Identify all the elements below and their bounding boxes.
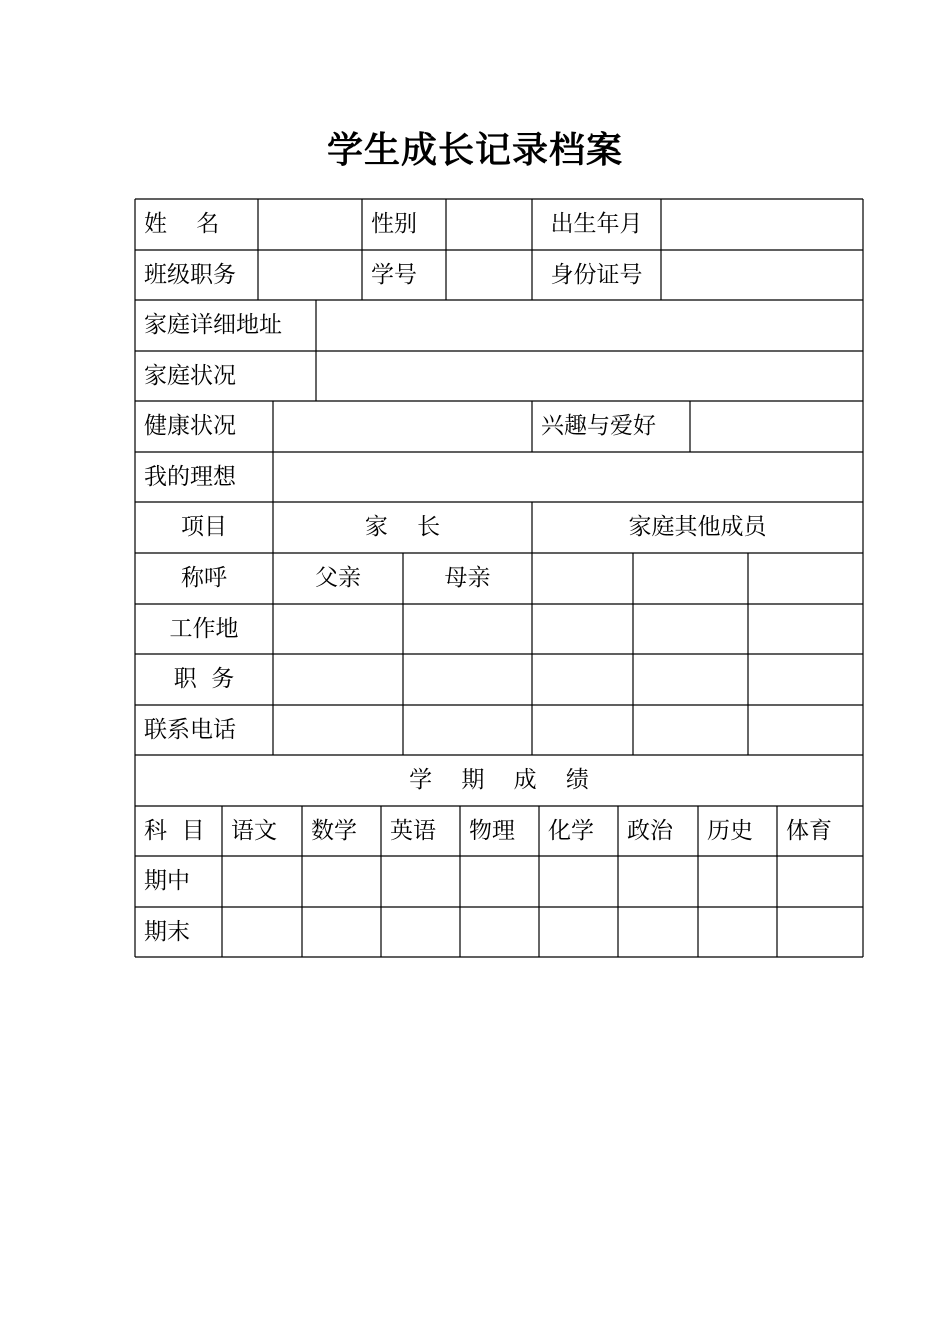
class-role-field[interactable]	[258, 250, 362, 300]
mother-workplace-field[interactable]	[403, 604, 532, 654]
position-label: 职 务	[173, 666, 235, 692]
member-relation-field[interactable]	[748, 553, 863, 604]
member-position-field[interactable]	[748, 654, 863, 705]
member-position-field[interactable]	[633, 654, 748, 705]
midterm-score-field[interactable]	[381, 856, 460, 907]
member-relation-field[interactable]	[532, 553, 633, 604]
member-relation-field[interactable]	[633, 553, 748, 604]
subject-english: 英语	[390, 817, 436, 844]
member-phone-field[interactable]	[748, 705, 863, 755]
ideal-field[interactable]	[273, 452, 863, 502]
subject-history: 历史	[707, 817, 753, 844]
mother-position-field[interactable]	[403, 654, 532, 705]
family-status-field[interactable]	[316, 351, 863, 401]
mother-label: 母亲	[444, 565, 491, 591]
family-status-label: 家庭状况	[144, 362, 236, 389]
name-label: 姓 名	[144, 211, 220, 237]
final-score-field[interactable]	[698, 907, 777, 957]
hobby-label: 兴趣与爱好	[541, 413, 656, 439]
final-score-field[interactable]	[302, 907, 381, 957]
gender-label: 性别	[371, 211, 417, 237]
father-phone-field[interactable]	[273, 705, 403, 755]
hobby-field[interactable]	[690, 401, 863, 452]
address-field[interactable]	[316, 300, 863, 351]
member-phone-field[interactable]	[633, 705, 748, 755]
final-score-field[interactable]	[539, 907, 618, 957]
name-field[interactable]	[258, 199, 362, 250]
final-score-field[interactable]	[618, 907, 698, 957]
member-phone-field[interactable]	[532, 705, 633, 755]
relation-label: 称呼	[181, 565, 227, 591]
health-label: 健康状况	[144, 413, 236, 439]
final-score-field[interactable]	[381, 907, 460, 957]
midterm-score-field[interactable]	[618, 856, 698, 907]
id-label: 身份证号	[550, 261, 643, 288]
item-label: 项目	[181, 514, 227, 540]
midterm-score-field[interactable]	[539, 856, 618, 907]
subject-pe: 体育	[786, 817, 832, 844]
gender-field[interactable]	[446, 199, 532, 250]
father-position-field[interactable]	[273, 654, 403, 705]
parents-label: 家 长	[364, 514, 441, 540]
member-workplace-field[interactable]	[748, 604, 863, 654]
midterm-score-field[interactable]	[460, 856, 539, 907]
subject-politics: 政治	[627, 817, 673, 844]
ideal-label: 我的理想	[144, 463, 236, 490]
member-workplace-field[interactable]	[633, 604, 748, 654]
father-workplace-field[interactable]	[273, 604, 403, 654]
final-label: 期末	[144, 918, 190, 945]
member-position-field[interactable]	[532, 654, 633, 705]
page-title: 学生成长记录档案	[326, 129, 623, 171]
phone-label: 联系电话	[144, 716, 236, 743]
subject-chemistry: 化学	[548, 817, 594, 844]
student-no-field[interactable]	[446, 250, 532, 300]
midterm-score-field[interactable]	[698, 856, 777, 907]
midterm-label: 期中	[144, 868, 190, 894]
final-score-field[interactable]	[222, 907, 302, 957]
member-workplace-field[interactable]	[532, 604, 633, 654]
other-members-label: 家庭其他成员	[628, 514, 767, 540]
midterm-score-field[interactable]	[302, 856, 381, 907]
midterm-score-field[interactable]	[222, 856, 302, 907]
grades-section-title: 学 期 成 绩	[409, 767, 589, 793]
birth-label: 出生年月	[550, 211, 643, 237]
final-score-field[interactable]	[460, 907, 539, 957]
subject-physics: 物理	[469, 817, 515, 844]
mother-phone-field[interactable]	[403, 705, 532, 755]
midterm-score-field[interactable]	[777, 856, 863, 907]
class-role-label: 班级职务	[144, 261, 236, 288]
father-label: 父亲	[315, 565, 361, 591]
student-no-label: 学号	[371, 261, 417, 288]
health-field[interactable]	[273, 401, 532, 452]
address-label: 家庭详细地址	[144, 312, 282, 338]
subject-math: 数学	[311, 817, 357, 844]
workplace-label: 工作地	[169, 615, 239, 642]
id-field[interactable]	[661, 250, 863, 300]
subject-chinese: 语文	[231, 817, 277, 844]
final-score-field[interactable]	[777, 907, 863, 957]
subject-label: 科 目	[144, 817, 205, 844]
birth-field[interactable]	[661, 199, 863, 250]
